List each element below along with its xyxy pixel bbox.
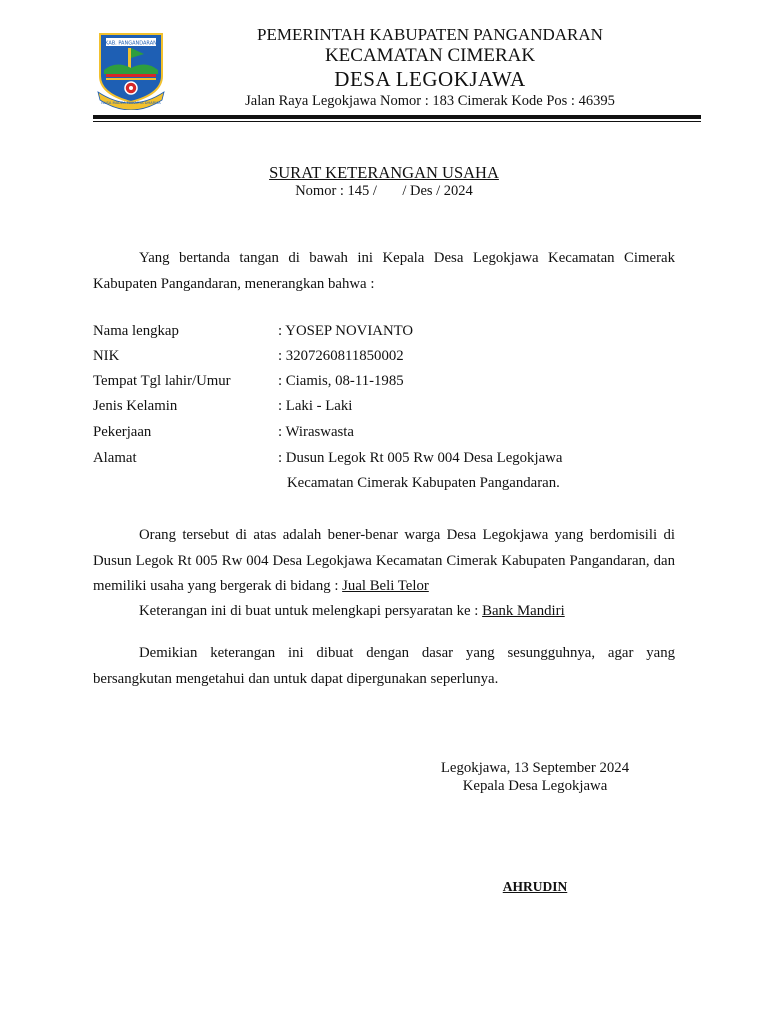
field-label: NIK [93, 348, 120, 364]
letterhead-district: KECAMATAN CIMERAK [324, 45, 536, 66]
field-label: Pekerjaan [93, 424, 152, 440]
field-row [93, 450, 562, 467]
field-label: Alamat [93, 450, 137, 466]
field-row [93, 323, 413, 340]
field-row [93, 373, 404, 390]
intro-paragraph: Yang bertanda tangan di bawah ini Kepala Desa Legokjawa Kecamatan Cimerak Kabupaten Pangandaran, menerangkan bahwa : [93, 250, 675, 292]
letterhead-village: DESA LEGOKJAWA [334, 67, 526, 91]
signer-name: AHRUDIN [502, 879, 568, 894]
domicile-text: Orang tersebut di atas adalah bener-benar warga Desa Legokjawa yang berdomisili di Dusun Legok Rt 005 Rw 004 Desa Legokjawa Kecamatan Cimerak Kabupaten Pangandaran, dan memiliki usaha yang bergerak di bidang : [93, 527, 675, 594]
closing-paragraph: Demikian keterangan ini dibuat dengan dasar yang sesungguhnya, agar yang bersangkutan mengetahui dan untuk dapat dipergunakan seperlunya. [93, 645, 675, 687]
field-value: : Wiraswasta [278, 424, 354, 440]
purpose-text: Keterangan ini di buat untuk melengkapi persyaratan ke : [139, 603, 483, 619]
field-label: Jenis Kelamin [93, 398, 178, 414]
field-row [93, 424, 354, 441]
field-value: : Dusun Legok Rt 005 Rw 004 Desa Legokjawa [278, 450, 563, 466]
field-label: Tempat Tgl lahir/Umur [93, 373, 231, 389]
signature-position: Kepala Desa Legokjawa [462, 778, 608, 794]
address-continuation: Kecamatan Cimerak Kabupaten Pangandaran. [287, 475, 560, 491]
logo-banner-text: KAB. PANGANDARAN [105, 40, 157, 47]
field-value: : YOSEP NOVIANTO [278, 323, 414, 339]
purpose-paragraph [93, 599, 675, 625]
logo-ribbon-text: NUSA MADEA MAKARYA DHARMA [101, 101, 161, 105]
letter-number: Nomor : 145 / / Des / 2024 [295, 183, 473, 199]
letter-title: SURAT KETERANGAN USAHA [269, 163, 499, 182]
field-row [93, 348, 404, 365]
purpose-target: Bank Mandiri [482, 603, 565, 619]
field-value: : Laki - Laki [278, 398, 353, 414]
field-value: : 3207260811850002 [278, 348, 404, 364]
field-label: Nama lengkap [93, 323, 179, 339]
letterhead-divider-thin [93, 121, 701, 122]
business-field: Jual Beli Telor [342, 578, 429, 594]
signature-place-date: Legokjawa, 13 September 2024 [440, 760, 630, 776]
field-row [93, 398, 352, 415]
letterhead-address: Jalan Raya Legokjawa Nomor : 183 Cimerak Kode Pos : 46395 [245, 93, 615, 109]
field-value: : Ciamis, 08-11-1985 [278, 373, 404, 389]
regency-logo [96, 30, 166, 110]
domicile-paragraph [93, 523, 675, 600]
letterhead-government: PEMERINTAH KABUPATEN PANGANDARAN [257, 25, 603, 44]
letterhead-divider [93, 115, 701, 119]
